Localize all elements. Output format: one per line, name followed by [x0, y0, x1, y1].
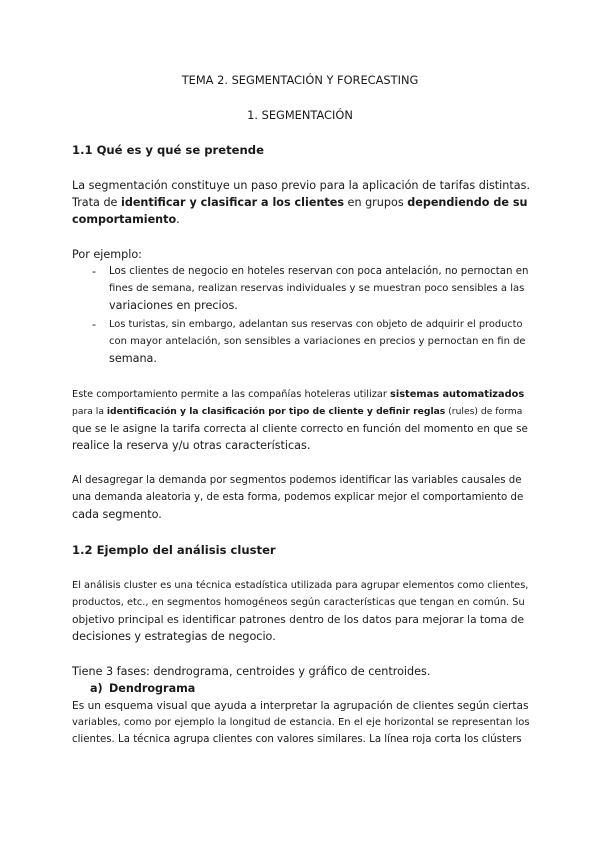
subheading-a-title: Dendrograma — [109, 682, 196, 695]
paragraph-5-line-3: objetivo principal es identificar patrones dentro de los datos para mejorar la toma de — [72, 614, 524, 626]
paragraph-7-line-1: Es un esquema visual que ayuda a interpretar la agrupación de clientes según ciertas — [72, 700, 529, 712]
section-title-segmentacion: 1. SEGMENTACIÓN — [247, 108, 353, 122]
paragraph-5-line-1: El análisis cluster es una técnica estadística utilizada para agrupar elementos como clientes, — [72, 580, 529, 591]
paragraph-5-line-4: decisiones y estrategias de negocio. — [72, 630, 276, 643]
paragraph-3-line-2: para la identificación y la clasificación por tipo de cliente y definir reglas (rules) de forma — [72, 406, 523, 417]
bullet-2-line-1: Los turistas, sin embargo, adelantan sus reservas con objeto de adquirir el producto — [109, 319, 523, 330]
paragraph-6: Tiene 3 fases: dendrograma, centroides y gráfico de centroides. — [72, 665, 431, 678]
paragraph-7-line-3: clientes. La técnica agrupa clientes con valores similares. La línea roja corta los clústers — [72, 734, 522, 745]
paragraph-4-line-3: cada segmento. — [72, 508, 162, 521]
bullet-dash-1: - — [92, 265, 97, 278]
bullet-1-line-3: variaciones en precios. — [109, 299, 238, 312]
paragraph-3-line-3: que se le asigne la tarifa correcta al cliente correcto en función del momento en que se — [72, 423, 528, 435]
subsection-title-1-1: 1.1 Qué es y qué se pretende — [72, 143, 264, 157]
bullet-dash-2: - — [92, 318, 97, 331]
paragraph-1-line-3: comportamiento. — [72, 213, 180, 226]
paragraph-7-line-2: variables, como por ejemplo la longitud de estancia. En el eje horizontal se representan los — [72, 717, 530, 728]
paragraph-4-line-2: una demanda aleatoria y, de esta forma, podemos explicar mejor el comportamiento de — [72, 492, 524, 503]
paragraph-5-line-2: productos, etc., en segmentos homogéneos según características que tengan en común. Su — [72, 597, 525, 608]
bullet-1-line-1: Los clientes de negocio en hoteles reservan con poca antelación, no pernoctan en — [109, 266, 529, 277]
bullet-2-line-3: semana. — [109, 352, 157, 365]
example-intro: Por ejemplo: — [72, 248, 142, 261]
subsection-title-1-2: 1.2 Ejemplo del análisis cluster — [72, 543, 276, 557]
bullet-1-line-2: fines de semana, realizan reservas individuales y se muestran poco sensibles a las — [109, 283, 525, 294]
paragraph-3-line-1: Este comportamiento permite a las compañías hoteleras utilizar sistemas automatizados — [72, 389, 525, 400]
bullet-2-line-2: con mayor antelación, son sensibles a variaciones en precios y pernoctan en fin de — [109, 336, 526, 347]
paragraph-3-line-4: realice la reserva y/u otras características. — [72, 439, 311, 452]
paragraph-4-line-1: Al desagregar la demanda por segmentos podemos identificar las variables causales de — [72, 475, 522, 486]
document-title: TEMA 2. SEGMENTACIÓN Y FORECASTING — [181, 73, 419, 87]
paragraph-1-line-2: Trata de identificar y clasificar a los clientes en grupos dependiendo de su — [72, 196, 528, 209]
paragraph-1-line-1: La segmentación constituye un paso previo para la aplicación de tarifas distintas. — [72, 179, 530, 192]
subheading-a-label: a) — [90, 682, 103, 695]
